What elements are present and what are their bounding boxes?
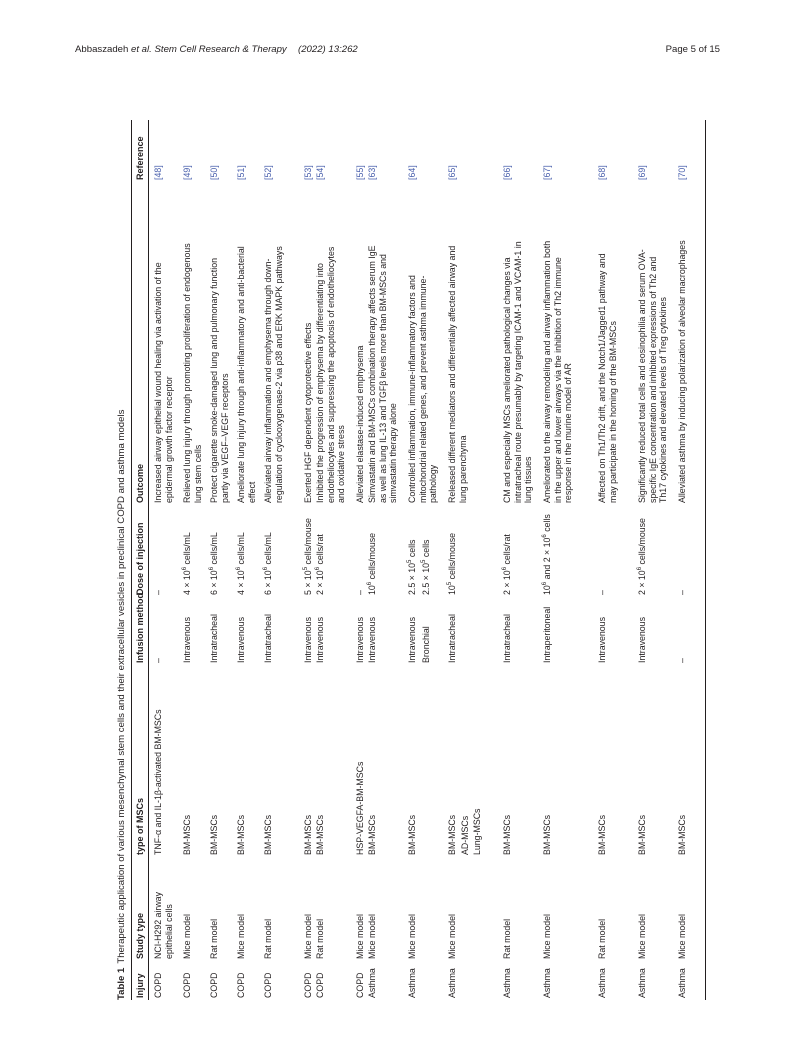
- dose-value: [637, 505, 648, 595]
- cell-type-of-mscs: [209, 665, 220, 855]
- cell-study-type: Rat model: [502, 918, 512, 959]
- cell-dose-of-injection: [236, 505, 247, 595]
- dose-value: [502, 505, 513, 595]
- infusion-method: –: [153, 658, 163, 663]
- cell-type-of-mscs: [597, 665, 608, 855]
- dose-text: –: [597, 590, 607, 595]
- dose-value: [236, 505, 247, 595]
- table-row: [236, 120, 263, 1000]
- cell-injury: COPD: [209, 972, 219, 998]
- dose-exponent: 6: [542, 581, 549, 586]
- cell-outcome: Alleviated elastase-induced emphysema: [355, 345, 365, 503]
- cell-study-type: Mice model: [677, 914, 687, 959]
- dose-coefficient: 10: [542, 585, 552, 595]
- dose-unit: cells: [407, 539, 417, 560]
- cell-injury: Asthma: [367, 968, 377, 998]
- msc-type: BM-MSCs: [447, 814, 457, 855]
- cell-outcome: Inhibited the progression of emphysema by differentiating into endotheliocytes and suppressing the apoptosis of endotheliocytes and oxidative stress: [315, 246, 347, 503]
- cell-type-of-mscs: [303, 665, 314, 855]
- cell-dose-of-injection: [153, 505, 164, 595]
- cell-dose-of-injection: [315, 505, 326, 595]
- cell-injury: COPD: [315, 972, 325, 998]
- cell-infusion-method: [182, 597, 193, 663]
- dose-exponent: 6: [236, 566, 243, 571]
- cell-injury: COPD: [182, 972, 192, 998]
- msc-type: BM-MSCs: [542, 814, 552, 855]
- dose-coefficient: 10: [447, 585, 457, 595]
- reference-link: [68]: [597, 165, 607, 180]
- table-bottom-rule: [705, 120, 706, 1000]
- cell-dose-of-injection: [502, 505, 513, 595]
- dose-text: –: [355, 590, 365, 595]
- infusion-method: Intravenous: [182, 617, 192, 663]
- dose-unit: cells/mouse: [303, 518, 313, 567]
- cell-dose-of-injection: [542, 505, 553, 595]
- cell-dose-of-injection: [355, 505, 366, 595]
- cell-injury: COPD: [153, 972, 163, 998]
- dose-value: [407, 505, 418, 595]
- dose-unit: cells/mouse: [447, 532, 457, 582]
- cell-injury: Asthma: [597, 968, 607, 998]
- cell-infusion-method: [236, 597, 247, 663]
- cell-outcome: Significantly reduced total cells and eosinophilia and serum OVA-specific IgE concentration and inhibited expressions of Th2 and Th17 cytokines and elevated levels of Treg cytokines: [637, 249, 669, 503]
- dose-coefficient: 10: [367, 585, 377, 595]
- cell-type-of-mscs: [182, 665, 193, 855]
- dose-unit: cells: [542, 514, 552, 535]
- dose-value: [597, 505, 608, 595]
- msc-type: HSP-VEGFA-BM-MSCs: [355, 761, 365, 855]
- table-caption-text: Therapeutic application of various mesenchymal stem cells and their extracellular vesicles in preclinical COPD and asthma models: [116, 409, 127, 964]
- cell-injury: COPD: [303, 972, 313, 998]
- cell-study-type: Mice model: [542, 914, 552, 959]
- msc-type: Lung-MSCs: [472, 808, 483, 855]
- table-row: [407, 120, 447, 1000]
- dose-coefficient: 4 × 10: [236, 570, 246, 595]
- reference-link: [69]: [637, 165, 647, 180]
- reference-link: [65]: [447, 165, 457, 180]
- reference-link: [52]: [263, 165, 273, 180]
- msc-type: BM-MSCs: [263, 814, 273, 855]
- cell-infusion-method: [367, 597, 378, 663]
- dose-unit: cells/rat: [502, 534, 512, 567]
- dose-coefficient: 6 × 10: [263, 570, 273, 595]
- infusion-method: Bronchial: [420, 626, 431, 663]
- cell-dose-of-injection: [263, 505, 274, 595]
- dose-coefficient: 5 × 10: [303, 570, 313, 595]
- msc-type: BM-MSCs: [502, 814, 512, 855]
- cell-study-type: NCI-H292 airway epithelial cells: [153, 892, 174, 959]
- cell-infusion-method: [209, 597, 220, 663]
- dose-value: [209, 505, 220, 595]
- cell-study-type: Mice model: [236, 914, 246, 959]
- reference-link: [48]: [153, 165, 163, 180]
- table-row: [209, 120, 236, 1000]
- cell-infusion-method: [153, 597, 164, 663]
- cell-dose-of-injection: [209, 505, 220, 595]
- infusion-method: Intravenous: [597, 617, 607, 663]
- cell-type-of-mscs: [677, 665, 688, 855]
- dose-text: –: [677, 590, 687, 595]
- dose-coefficient: 2.5 × 10: [420, 562, 431, 595]
- cell-outcome: Protect cigarette smoke-damaged lung and pulmonary function partly via VEGF–VEGF receptors: [209, 258, 230, 503]
- msc-type: BM-MSCs: [367, 814, 377, 855]
- infusion-method: Intravenous: [407, 617, 417, 663]
- cell-outcome: Alleviated asthma by inducing polarization of alveolar macrophages: [677, 240, 687, 503]
- cell-injury: COPD: [263, 972, 273, 998]
- dose-exponent: 6: [263, 566, 270, 571]
- dose-unit: cells/mL: [236, 532, 246, 567]
- dose-coefficient: 6 × 10: [209, 570, 219, 595]
- infusion-method: Intratracheal: [263, 614, 273, 663]
- dose-exponent: 6: [367, 581, 374, 586]
- dose-value: [367, 505, 378, 595]
- table-body: [153, 120, 705, 1000]
- cell-study-type: Mice model: [447, 914, 457, 959]
- table-row: [303, 120, 315, 1000]
- dose-value: [542, 505, 553, 595]
- infusion-method: Intraperitoneal: [542, 606, 552, 663]
- dose-unit: cells: [420, 539, 431, 560]
- cell-infusion-method: [677, 597, 688, 663]
- msc-type: BM-MSCs: [236, 814, 246, 855]
- cell-infusion-method: [407, 597, 431, 663]
- dose-unit: cells/rat: [315, 534, 325, 567]
- header-study-type: Study type: [135, 912, 145, 959]
- table-row: [677, 120, 705, 1000]
- infusion-method: Intravenous: [367, 617, 377, 663]
- dose-value: [677, 505, 688, 595]
- rotated-table: [115, 120, 707, 1000]
- msc-type: BM-MSCs: [677, 814, 687, 855]
- cell-infusion-method: [502, 597, 513, 663]
- cell-infusion-method: [263, 597, 274, 663]
- table-row: [637, 120, 677, 1000]
- cell-infusion-method: [637, 597, 648, 663]
- infusion-method: Intratracheal: [209, 614, 219, 663]
- dose-exponent: 6: [182, 566, 189, 571]
- cell-outcome: Simvastatin and BM-MSCs combination therapy affects serum IgE as well as lung IL-13 and TGFβ levels more than BM-MSCs and simvastatin therapy alone: [367, 245, 399, 503]
- header-injury: Injury: [135, 973, 145, 998]
- cell-study-type: Rat model: [315, 918, 325, 959]
- table-row: [367, 120, 407, 1000]
- cell-outcome: Controlled inflammation, immune-inflammatory factors and mitochondrial related genes, and prevent asthma immune-pathology: [407, 275, 439, 503]
- reference-link: [63]: [367, 165, 377, 180]
- dose-exponent: 5: [447, 581, 454, 586]
- dose-coefficient: 4 × 10: [182, 570, 192, 595]
- dose-value: [182, 505, 193, 595]
- table-row: [597, 120, 637, 1000]
- dose-coefficient: 2 × 10: [315, 570, 325, 595]
- infusion-method: Intravenous: [355, 617, 365, 663]
- reference-link: [50]: [209, 165, 219, 180]
- cell-study-type: Mice model: [407, 914, 417, 959]
- dose-exponent-2: 6: [542, 534, 549, 538]
- cell-infusion-method: [447, 597, 458, 663]
- dose-exponent: 6: [502, 566, 509, 571]
- cell-outcome: Relieved lung injury through promoting proliferation of endogenous lung stem cells: [182, 243, 203, 503]
- cell-injury: Asthma: [542, 968, 552, 998]
- running-head-citation: Abbaszadeh et al. Stem Cell Research & Therapy: [75, 44, 287, 55]
- cell-study-type: Mice model: [355, 914, 365, 959]
- cell-dose-of-injection: [597, 505, 608, 595]
- dose-text: –: [153, 590, 163, 595]
- table-label: Table 1: [116, 967, 127, 1000]
- dose-value: [421, 505, 432, 595]
- reference-link: [64]: [407, 165, 417, 180]
- table-top-rule: [131, 120, 132, 1000]
- cell-type-of-mscs: [236, 665, 247, 855]
- cell-outcome: CM and especially MSCs ameliorated pathological changes via intratracheal route presumably by targeting ICAM-1 and VCAM-1 in lung tissues: [502, 241, 534, 503]
- dose-coefficient: 2 × 10: [637, 570, 647, 595]
- running-head: [75, 44, 720, 58]
- dose-coefficient: 2.5 × 10: [407, 562, 417, 595]
- dose-exponent: 6: [209, 566, 216, 571]
- table-header-row: [133, 120, 148, 1000]
- dose-exponent: 5: [420, 559, 427, 563]
- infusion-method: Intravenous: [236, 617, 246, 663]
- cell-outcome: Ameliorate lung injury through anti-inflammatory and anti-bacterial effect: [236, 246, 257, 503]
- msc-type: TNF-α and IL-1β-activated BM-MSCs: [153, 709, 163, 855]
- table-row: [542, 120, 597, 1000]
- dose-unit: cells/mL: [209, 532, 219, 567]
- cell-study-type: Mice model: [303, 914, 313, 959]
- cell-study-type: Rat model: [597, 918, 607, 959]
- dose-coefficient-2: and 2 × 10: [542, 537, 552, 582]
- msc-type: BM-MSCs: [407, 814, 417, 855]
- cell-infusion-method: [355, 597, 366, 663]
- cell-study-type: Mice model: [367, 914, 377, 959]
- msc-type: AD-MSCs: [459, 815, 470, 855]
- cell-injury: Asthma: [637, 968, 647, 998]
- dose-value: [355, 505, 366, 595]
- infusion-method: Intravenous: [303, 617, 313, 663]
- dose-value: [315, 505, 326, 595]
- cell-study-type: Rat model: [263, 918, 273, 959]
- cell-type-of-mscs: [447, 665, 483, 855]
- cell-study-type: Mice model: [637, 914, 647, 959]
- cell-type-of-mscs: [542, 665, 553, 855]
- cell-type-of-mscs: [502, 665, 513, 855]
- dose-coefficient: 2 × 10: [502, 570, 512, 595]
- cell-dose-of-injection: [367, 505, 378, 595]
- reference-link: [67]: [542, 165, 552, 180]
- cell-type-of-mscs: [367, 665, 378, 855]
- dose-exponent: 5: [407, 559, 414, 563]
- table-caption: [115, 120, 129, 1000]
- dose-unit: cells/mouse: [637, 518, 647, 567]
- msc-type: BM-MSCs: [182, 814, 192, 855]
- reference-link: [66]: [502, 165, 512, 180]
- reference-link: [51]: [236, 165, 246, 180]
- cell-outcome: Released different mediators and differentially affected airway and lung parenchyma: [447, 245, 468, 503]
- header-type-of-mscs: type of MSCs: [135, 797, 145, 855]
- dose-value: [447, 505, 458, 595]
- dose-unit: cells/mL: [263, 532, 273, 567]
- cell-dose-of-injection: [182, 505, 193, 595]
- header-outcome: Outcome: [135, 463, 145, 503]
- dose-unit: cells/mL: [182, 532, 192, 567]
- msc-type: BM-MSCs: [315, 814, 325, 855]
- table-row: [355, 120, 367, 1000]
- table-header-rule: [148, 120, 149, 1000]
- reference-link: [55]: [355, 165, 365, 180]
- msc-type: BM-MSCs: [209, 814, 219, 855]
- table-row: [263, 120, 303, 1000]
- dose-exponent: 6: [315, 566, 322, 571]
- cell-study-type: Mice model: [182, 914, 192, 959]
- reference-link: [54]: [315, 165, 325, 180]
- cell-dose-of-injection: [677, 505, 688, 595]
- infusion-method: Intravenous: [637, 617, 647, 663]
- cell-infusion-method: [542, 597, 553, 663]
- cell-injury: Asthma: [407, 968, 417, 998]
- dose-value: [303, 505, 314, 595]
- reference-link: [53]: [303, 165, 313, 180]
- cell-injury: Asthma: [502, 968, 512, 998]
- table-row: [315, 120, 355, 1000]
- page-number: Page 5 of 15: [665, 44, 720, 55]
- table-row: [182, 120, 209, 1000]
- table-row: [447, 120, 502, 1000]
- table-row: [153, 120, 182, 1000]
- cell-infusion-method: [597, 597, 608, 663]
- cell-outcome: Alleviated airway inflammation and emphysema through down-regulation of cyclooxygenase-2 via p38 and ERK MAPK pathways: [263, 246, 284, 503]
- cell-type-of-mscs: [637, 665, 648, 855]
- infusion-method: Intratracheal: [447, 614, 457, 663]
- dose-value: [153, 505, 164, 595]
- dose-exponent: 6: [637, 566, 644, 571]
- cell-infusion-method: [303, 597, 314, 663]
- reference-link: [70]: [677, 165, 687, 180]
- cell-injury: Asthma: [677, 968, 687, 998]
- cell-outcome: Increased airway epithelial wound healing via activation of the epidermal growth factor receptor: [153, 262, 174, 503]
- cell-outcome: Affected on Th1/Th2 drift, and the Notch1/Jagged1 pathway and may participate in the homing of the BM-MSCs: [597, 253, 618, 503]
- header-dose-of-injection: Dose of injection: [135, 522, 145, 595]
- infusion-method: Intratracheal: [502, 614, 512, 663]
- cell-type-of-mscs: [355, 665, 366, 855]
- msc-type: BM-MSCs: [597, 814, 607, 855]
- cell-type-of-mscs: [315, 665, 326, 855]
- reference-link: [49]: [182, 165, 192, 180]
- msc-type: BM-MSCs: [637, 814, 647, 855]
- cell-dose-of-injection: [303, 505, 314, 595]
- infusion-method: –: [677, 658, 687, 663]
- cell-study-type: Rat model: [209, 918, 219, 959]
- cell-outcome: Ameliorated to the airway remodeling and airway inflammation both in the upper and lower airways via the inhibition of Th2 immune response in the murine model of AR: [542, 240, 574, 503]
- cell-type-of-mscs: [263, 665, 274, 855]
- cell-dose-of-injection: [447, 505, 458, 595]
- cell-injury: COPD: [236, 972, 246, 998]
- cell-injury: COPD: [355, 972, 365, 998]
- table-row: [502, 120, 542, 1000]
- header-reference: Reference: [135, 136, 145, 180]
- dose-unit: cells/mouse: [367, 532, 377, 582]
- cell-dose-of-injection: [407, 505, 431, 595]
- dose-exponent: 5: [303, 566, 310, 571]
- infusion-method: Intravenous: [315, 617, 325, 663]
- dose-value: [263, 505, 274, 595]
- msc-type: BM-MSCs: [303, 814, 313, 855]
- cell-outcome: Exerted HGF dependent cytoprotective effects: [303, 322, 313, 503]
- header-infusion-method: Infusion method: [135, 593, 145, 663]
- cell-type-of-mscs: [407, 665, 418, 855]
- running-head-year-volume: (2022) 13:262: [298, 44, 358, 55]
- cell-type-of-mscs: [153, 665, 164, 855]
- cell-infusion-method: [315, 597, 326, 663]
- cell-dose-of-injection: [637, 505, 648, 595]
- cell-injury: Asthma: [447, 968, 457, 998]
